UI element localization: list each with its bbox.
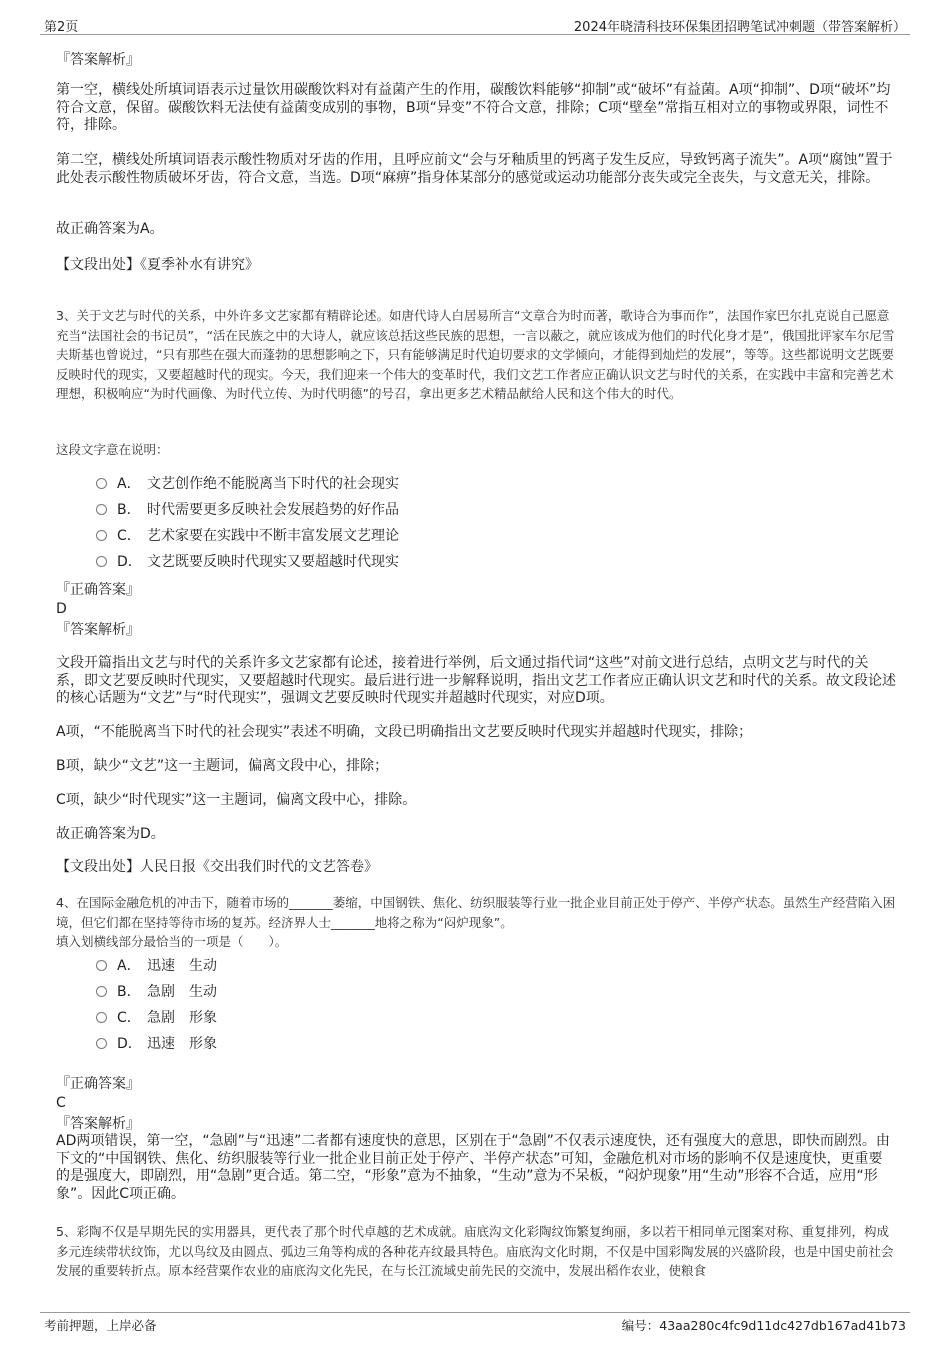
q3-source: 【文段出处】人民日报《交出我们时代的文艺答卷》 <box>56 859 378 875</box>
q4-question: 填入划横线部分最恰当的一项是（ ）。 <box>56 934 288 949</box>
q3-analysis-label: 『答案解析』 <box>56 622 140 638</box>
q2-conclusion: 故正确答案为A。 <box>56 221 164 237</box>
radio-button[interactable] <box>96 960 107 971</box>
q4-option-b[interactable]: B． 急剧 生动 <box>96 982 217 1002</box>
q3-conclusion: 故正确答案为D。 <box>56 826 165 842</box>
q3-answer-label: 『正确答案』 <box>56 582 140 598</box>
q5-stem: 5、彩陶不仅是早期先民的实用器具，更代表了那个时代卓越的艺术成就。庙底沟文化彩陶纹饰繁复绚丽，多以若干相同单元图案对称、重复排列，构成多元连续带状纹饰，尤以鸟纹及由圆点、弧边三角等构成的各种花卉纹最具特色。庙底沟文化时期，不仅是中国彩陶发展的兴盛阶段，也是中国史前社会发展的重要转折点。原本经营粟作农业的庙底沟文化先民，在与长江流域史前先民的交流中，发展出稻作农业，使粮食 <box>56 1224 894 1278</box>
document-title: 2024年晓清科技环保集团招聘笔试冲刺题（带答案解析） <box>573 20 906 35</box>
page-header <box>40 14 910 35</box>
q4-option-a[interactable]: A． 迅速 生动 <box>96 956 217 976</box>
q3-option-a[interactable]: A． 文艺创作绝不能脱离当下时代的社会现实 <box>96 474 399 494</box>
footer-slogan: 考前押题，上岸必备 <box>44 1318 157 1333</box>
q2-source: 【文段出处】《夏季补水有讲究》 <box>56 257 259 273</box>
q4-stem: 4、在国际金融危机的冲击下，随着市场的_______萎缩，中国钢铁、焦化、纺织服装等行业一批企业目前正处于停产、半停产状态。虽然生产经营陷入困境，但它们都在坚持等待市场的复苏。经济界人士_______地将之称为“闷炉现象”。 <box>56 895 896 930</box>
q3-option-c[interactable]: C． 艺术家要在实践中不断丰富发展文艺理论 <box>96 526 399 546</box>
q3-analysis-p1: 文段开篇指出文艺与时代的关系许多文艺家都有论述，接着进行举例，后文通过指代词“这些”对前文进行总结，点明文艺与时代的关系，即文艺要反映时代现实，又要超越时代现实。最后进行进一步解释说明，指出文艺工作者应正确认识文艺和时代的关系。故文段论述的核心话题为“文艺”与“时代现实”，强调文艺要反映时代现实并超越时代现实，对应D项。 <box>56 655 896 706</box>
radio-button[interactable] <box>96 530 107 541</box>
q4-option-c[interactable]: C． 急剧 形象 <box>96 1008 217 1028</box>
q3-option-d[interactable]: D． 文艺既要反映时代现实又要超越时代现实 <box>96 552 399 572</box>
q3-question: 这段文字意在说明： <box>56 442 169 457</box>
document-id: 编号：43aa280c4fc9d11dc427db167ad41b73 <box>621 1318 906 1333</box>
q3-analysis-c: C项，缺少“时代现实”这一主题词，偏离文段中心，排除。 <box>56 792 417 808</box>
page-footer <box>40 1312 910 1333</box>
q2-analysis-label: 『答案解析』 <box>56 52 140 68</box>
q4-analysis: AD两项错误，第一空，“急剧”与“迅速”二者都有速度快的意思，区别在于“急剧”不仅表示速度快，还有强度大的意思，即快而剧烈。由下文的“中国钢铁、焦化、纺织服装等行业一批企业目前正处于停产、半停产状态”可知，金融危机对市场的影响不仅是速度快，更重要的是强度大，即剧烈，用“急剧”更合适。第二空，“形象”意为不抽象，“生动”意为不呆板，“闷炉现象”用“生动”形容不合适，应用“形象”。因此C项正确。 <box>56 1133 890 1202</box>
radio-button[interactable] <box>96 1012 107 1023</box>
q3-analysis-b: B项，缺少“文艺”这一主题词，偏离文段中心，排除； <box>56 758 389 774</box>
q3-analysis-a: A项，“不能脱离当下时代的社会现实”表述不明确，文段已明确指出文艺要反映时代现实并超越时代现实，排除； <box>56 724 753 740</box>
radio-button[interactable] <box>96 478 107 489</box>
q3-answer: D <box>56 601 67 617</box>
q3-option-b[interactable]: B． 时代需要更多反映社会发展趋势的好作品 <box>96 500 399 520</box>
q4-answer: C <box>56 1095 66 1111</box>
radio-button[interactable] <box>96 504 107 515</box>
q4-analysis-label: 『答案解析』 <box>56 1116 140 1132</box>
q4-option-d[interactable]: D． 迅速 形象 <box>96 1034 217 1054</box>
page-number: 第2页 <box>44 20 79 35</box>
radio-button[interactable] <box>96 986 107 997</box>
q2-analysis-p1: 第一空，横线处所填词语表示过量饮用碳酸饮料对有益菌产生的作用，碳酸饮料能够“抑制”或“破坏”有益菌。A项“抑制”、D项“破坏”均符合文意，保留。碳酸饮料无法使有益菌变成别的事物，B项“异变”不符合文意，排除；C项“壁垒”常指互相对立的事物或界限，词性不符，排除。 <box>56 82 891 133</box>
radio-button[interactable] <box>96 1038 107 1049</box>
q2-analysis-p2: 第二空，横线处所填词语表示酸性物质对牙齿的作用，且呼应前文“会与牙釉质里的钙离子发生反应，导致钙离子流失”。A项“腐蚀”置于此处表示酸性物质破坏牙齿，符合文意，当选。D项“麻痹”指身体某部分的感觉或运动功能部分丧失或完全丧失，与文意无关，排除。 <box>56 152 893 186</box>
q4-answer-label: 『正确答案』 <box>56 1076 140 1092</box>
q3-stem: 3、关于文艺与时代的关系，中外许多文艺家都有精辟论述。如唐代诗人白居易所言“文章合为时而著，歌诗合为事而作”，法国作家巴尔扎克说自己愿意充当“法国社会的书记员”，“活在民族之中的大诗人，就应该总括这些民族的思想，一言以蔽之，就应该成为他们的时代化身才是”，俄国批评家车尔尼雪夫斯基也曾说过，“只有那些在强大而蓬勃的思想影响之下，只有能够满足时代迫切要求的文学倾向，才能得到灿烂的发展”，等等。这些都说明文艺既要反映时代的现实，又要超越时代的现实。今天，我们迎来一个伟大的变革时代，我们文艺工作者应正确认识文艺与时代的关系，在实践中丰富和完善艺术理想，积极响应“为时代画像、为时代立传、为时代明德”的号召，拿出更多艺术精品献给人民和这个伟大的时代。 <box>56 308 895 401</box>
radio-button[interactable] <box>96 556 107 567</box>
